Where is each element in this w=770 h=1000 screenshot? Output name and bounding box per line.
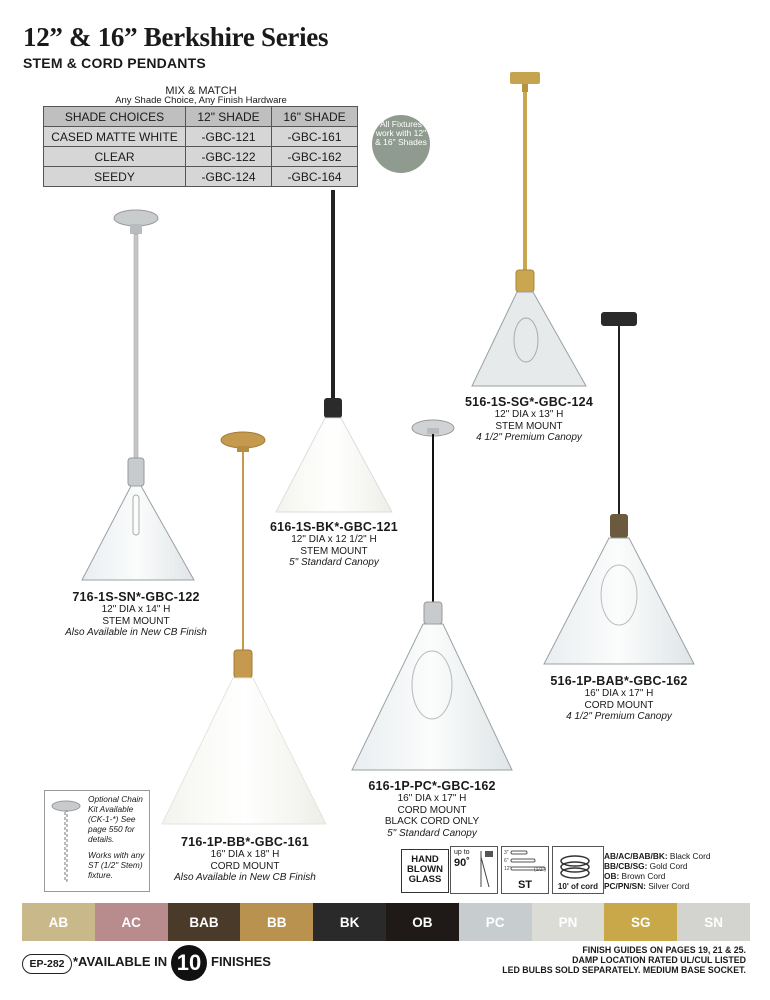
table-cell: -GBC-162 bbox=[272, 147, 358, 167]
slope-icon bbox=[451, 847, 497, 893]
cord-length-text: 10' of cord bbox=[557, 882, 599, 891]
table-cell: CASED MATTE WHITE bbox=[44, 127, 186, 147]
product-note: 4 1/2" Premium Canopy bbox=[566, 711, 672, 722]
product-mount: STEM MOUNT bbox=[495, 420, 563, 432]
pendant-616-1p-pc bbox=[352, 420, 512, 770]
stem-length-3: 3" bbox=[504, 850, 509, 856]
pendant-616-1s-bk bbox=[276, 190, 392, 512]
footer-note: LED BULBS SOLD SEPARATELY. MEDIUM BASE SOCKET. bbox=[502, 965, 746, 975]
footer-note: FINISH GUIDES ON PAGES 19, 21 & 25. bbox=[582, 945, 746, 955]
footer-note: DAMP LOCATION RATED UL/CUL LISTED bbox=[572, 955, 746, 965]
chain-kit-text: Optional Chain Kit Available (CK-1-*) See page 550 for details. bbox=[88, 794, 143, 844]
product-sku: 716-1P-BB*-GBC-161 bbox=[181, 835, 309, 849]
product-mount: CORD MOUNT bbox=[584, 699, 654, 711]
table-cell: 12" SHADE bbox=[186, 107, 272, 127]
product-dims: 12" DIA x 14" H bbox=[101, 604, 171, 615]
page-number-badge: EP-282 bbox=[22, 954, 72, 974]
finish-swatch-bb: BB bbox=[240, 903, 313, 941]
pendant-716-1s-sn bbox=[82, 210, 194, 580]
table-cell: CLEAR bbox=[44, 147, 186, 167]
cord-badge bbox=[552, 846, 604, 894]
table-cell: 16" SHADE bbox=[272, 107, 358, 127]
product-dims: 16" DIA x 18" H bbox=[210, 849, 280, 860]
table-cell: -GBC-164 bbox=[272, 167, 358, 187]
product-note: 4 1/2" Premium Canopy bbox=[476, 432, 582, 443]
cord-legend-item: AB/AC/BAB/BK: Black Cord bbox=[604, 851, 711, 861]
degree-top-text: up to bbox=[454, 849, 470, 856]
pendant-516-1s-sg bbox=[472, 72, 586, 386]
mix-match-title: MIX & MATCH bbox=[165, 85, 237, 97]
product-dims: 16" DIA x 17" H bbox=[584, 688, 654, 699]
degree-text: 90˚ bbox=[454, 857, 470, 869]
product-label-616-1p-pc bbox=[332, 779, 532, 839]
finish-swatch-ac: AC bbox=[95, 903, 168, 941]
chain-kit-text-2: Works with any ST (1/2" Stem) fixture. bbox=[88, 850, 145, 880]
product-dims: 12" DIA x 13" H bbox=[494, 409, 564, 420]
table-cell: -GBC-161 bbox=[272, 127, 358, 147]
finish-swatch-pn: PN bbox=[532, 903, 605, 941]
product-label-616-1s-bk bbox=[234, 520, 434, 569]
product-note: 5" Standard Canopy bbox=[289, 557, 379, 568]
product-label-716-1s-sn bbox=[36, 590, 236, 639]
product-dims: 16" DIA x 17" H bbox=[397, 793, 467, 804]
cord-legend-item: OB: Brown Cord bbox=[604, 871, 666, 881]
product-sku: 716-1S-SN*-GBC-122 bbox=[72, 590, 200, 604]
finish-swatch-ob: OB bbox=[386, 903, 459, 941]
st-text: ST bbox=[517, 879, 533, 891]
stem-length-12: 12" bbox=[504, 866, 512, 872]
product-sku: 516-1P-BAB*-GBC-162 bbox=[550, 674, 688, 688]
product-label-516-1s-sg bbox=[429, 395, 629, 444]
bubble-text: All Fixtures work with 12" & 16" Shades bbox=[375, 119, 427, 147]
product-note: Also Available in New CB Finish bbox=[174, 872, 316, 883]
product-label-716-1p-bb bbox=[145, 835, 345, 884]
product-mount: STEM MOUNT bbox=[102, 615, 170, 627]
chain-kit-note bbox=[88, 794, 150, 880]
badge-text: HAND BLOWN GLASS bbox=[407, 854, 443, 885]
product-mount: CORD MOUNT bbox=[397, 804, 467, 816]
table-cell: -GBC-121 bbox=[186, 127, 272, 147]
product-sku: 616-1S-BK*-GBC-121 bbox=[270, 520, 398, 534]
finish-swatch-sg: SG bbox=[604, 903, 677, 941]
product-extra: BLACK CORD ONLY bbox=[384, 816, 480, 827]
product-sku: 516-1S-SG*-GBC-124 bbox=[465, 395, 593, 409]
product-label-516-1p-bab bbox=[519, 674, 719, 723]
finish-swatch-ab: AB bbox=[22, 903, 95, 941]
product-note: Also Available in New CB Finish bbox=[65, 627, 207, 638]
page-title: 12” & 16” Berkshire Series bbox=[23, 22, 329, 52]
finish-swatch-bar bbox=[22, 903, 750, 941]
finish-swatch-sn: SN bbox=[677, 903, 750, 941]
degree-badge bbox=[450, 846, 498, 894]
footer-notes bbox=[502, 945, 746, 975]
cord-legend bbox=[604, 851, 711, 891]
table-cell: SHADE CHOICES bbox=[44, 107, 186, 127]
table-cell: SEEDY bbox=[44, 167, 186, 187]
product-mount: CORD MOUNT bbox=[210, 860, 280, 872]
cord-legend-item: BB/CB/SG: Gold Cord bbox=[604, 861, 688, 871]
table-cell: -GBC-124 bbox=[186, 167, 272, 187]
page-subtitle: STEM & CORD PENDANTS bbox=[23, 55, 206, 71]
mix-match-subtitle: Any Shade Choice, Any Finish Hardware bbox=[115, 95, 287, 106]
product-mount: STEM MOUNT bbox=[300, 545, 368, 557]
cord-legend-item: PC/PN/SN: Silver Cord bbox=[604, 881, 690, 891]
hand-blown-glass-badge bbox=[401, 849, 449, 893]
finish-swatch-bk: BK bbox=[313, 903, 386, 941]
product-dims: 12" DIA x 12 1/2" H bbox=[291, 534, 377, 545]
product-note: 5" Standard Canopy bbox=[387, 827, 477, 839]
stem-diameter: (1/2") bbox=[533, 867, 546, 873]
product-sku: 616-1P-PC*-GBC-162 bbox=[368, 779, 496, 793]
finish-swatch-bab: BAB bbox=[168, 903, 241, 941]
stem-badge bbox=[501, 846, 549, 894]
available-text: *AVAILABLE IN bbox=[73, 954, 168, 969]
stem-length-6: 6" bbox=[504, 858, 509, 864]
available-text-suffix: FINISHES bbox=[211, 954, 271, 969]
finish-swatch-pc: PC bbox=[459, 903, 532, 941]
table-cell: -GBC-122 bbox=[186, 147, 272, 167]
finish-count-badge: 10 bbox=[171, 945, 207, 981]
